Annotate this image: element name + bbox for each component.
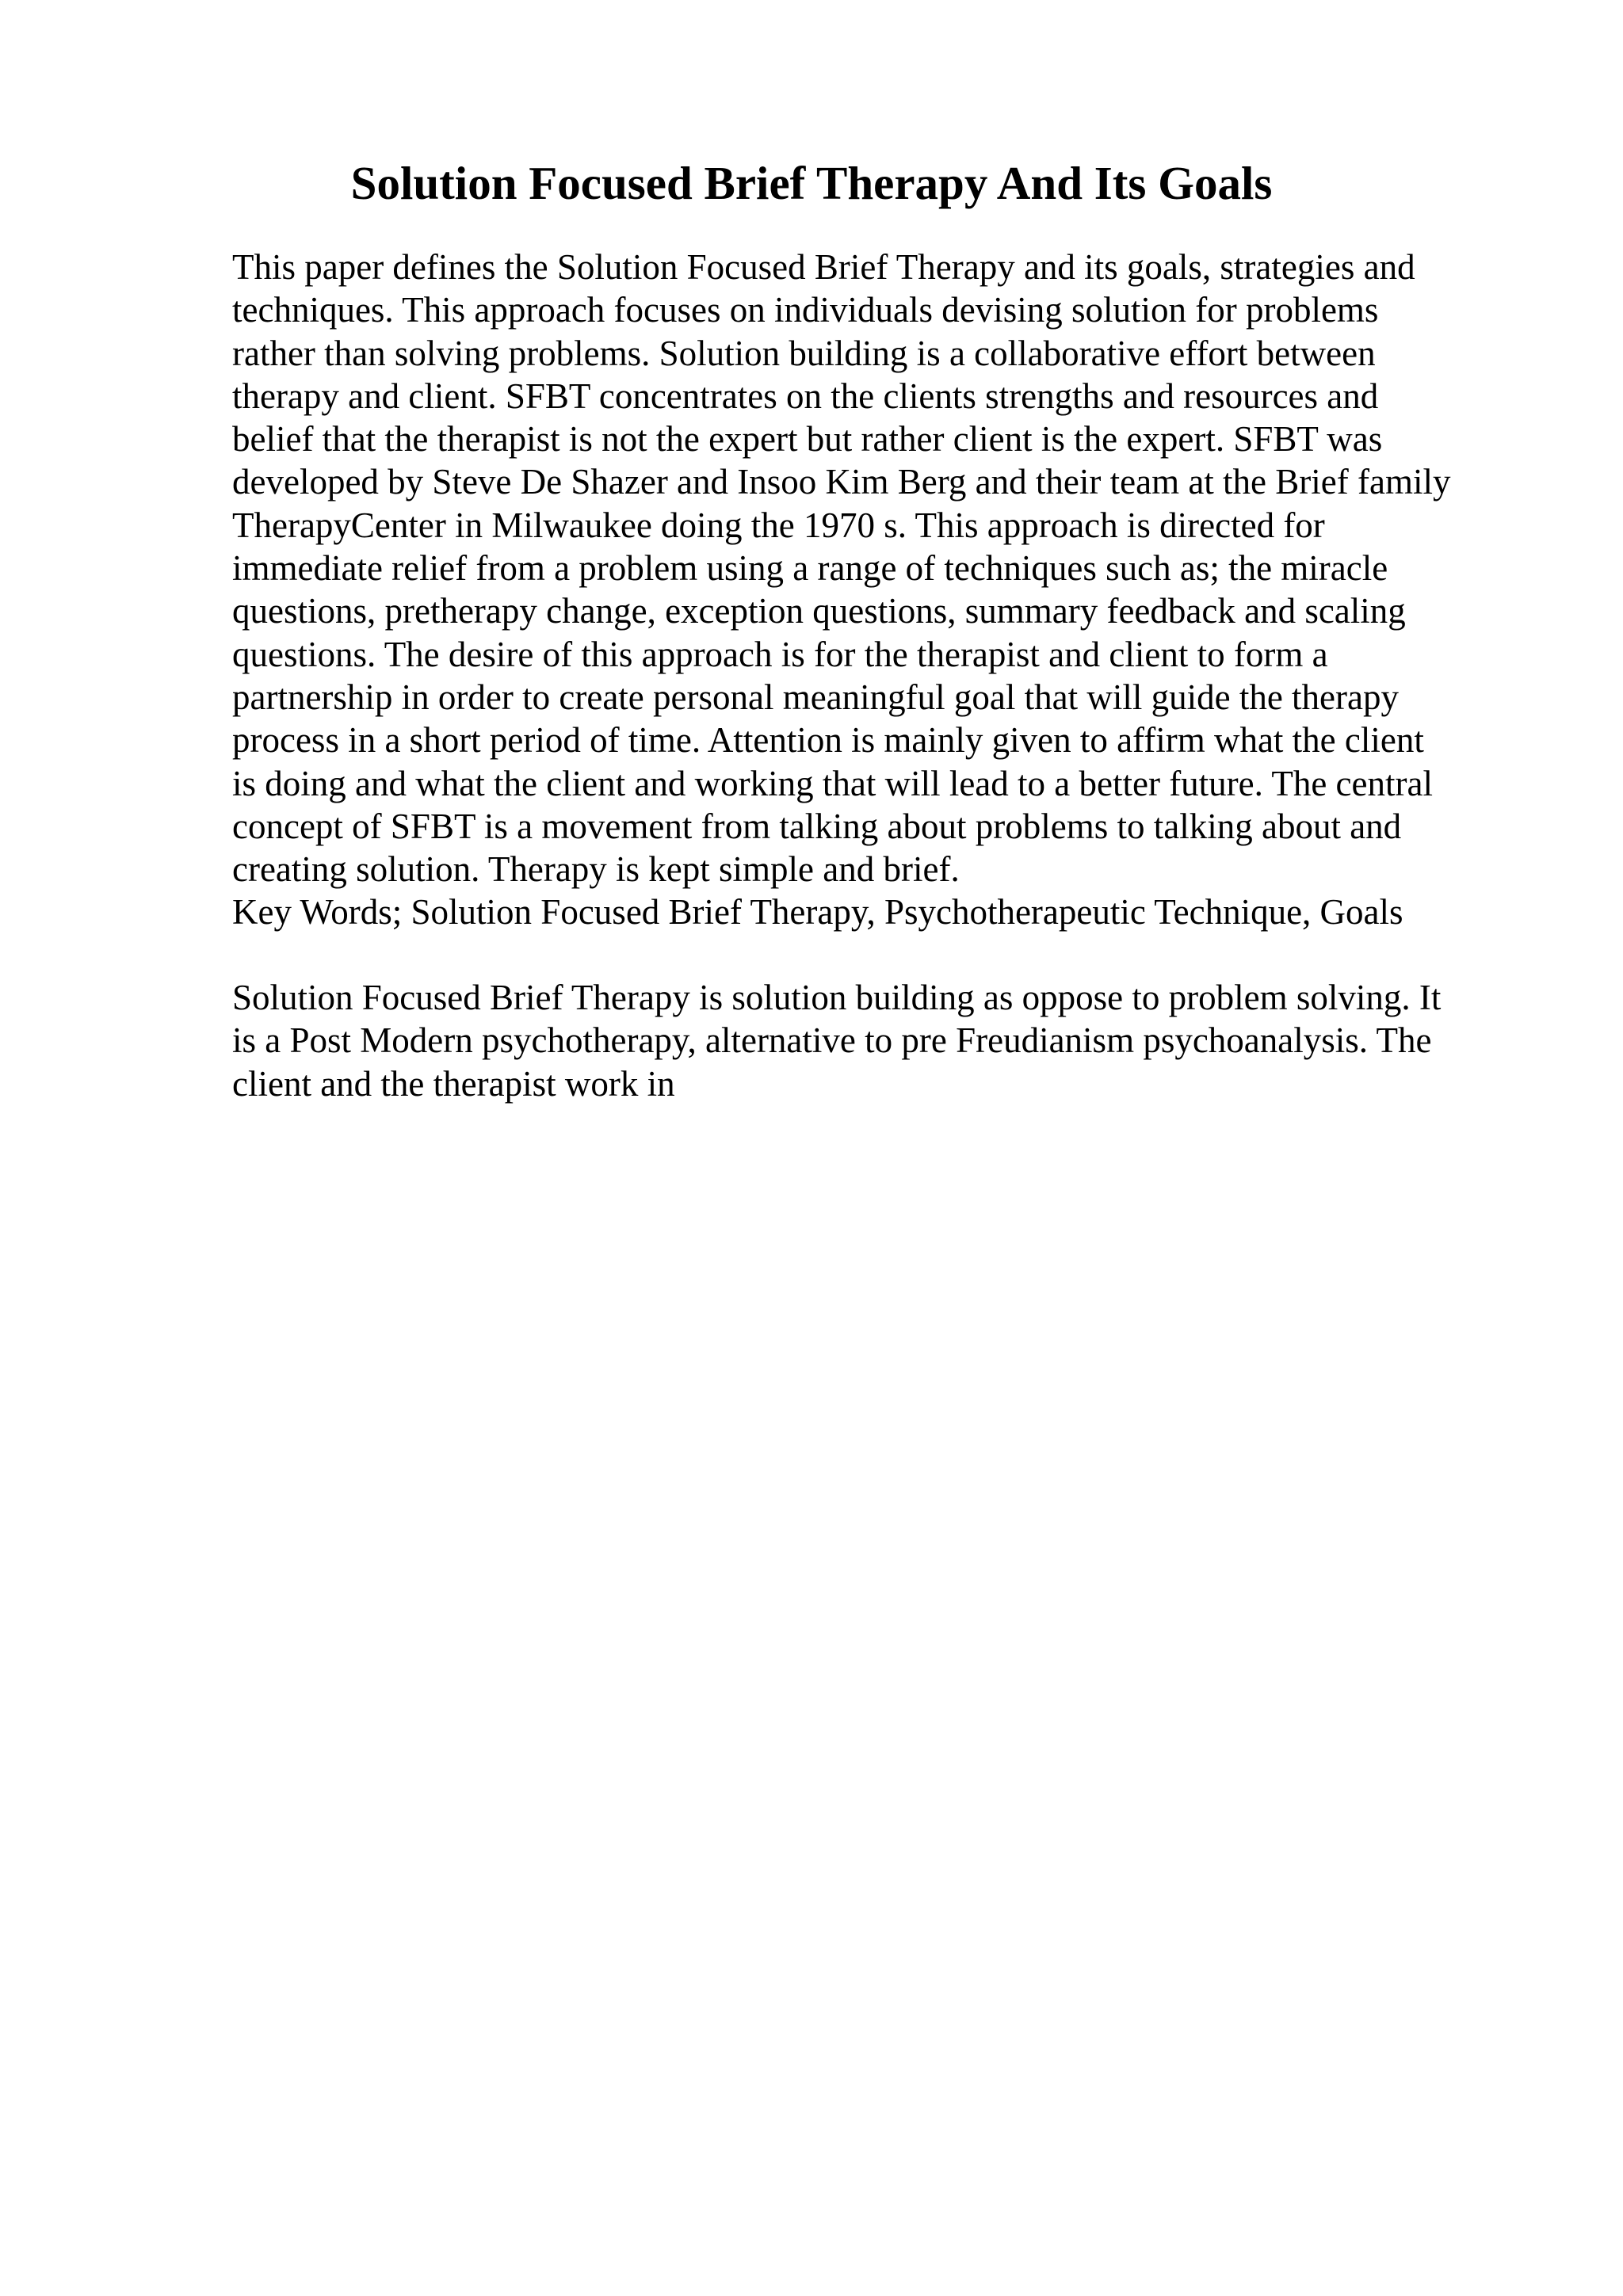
abstract-paragraph	[232, 246, 1540, 934]
intro-line: is a Post Modern psychotherapy, alternative to pre Freudianism psychoanalysis. The	[232, 1020, 1432, 1061]
abstract-line: creating solution. Therapy is kept simple and brief.	[232, 849, 960, 890]
abstract-line: concept of SFBT is a movement from talking about problems to talking about and	[232, 806, 1402, 846]
abstract-line: immediate relief from a problem using a range of techniques such as; the miracle	[232, 548, 1388, 589]
abstract-line: TherapyCenter in Milwaukee doing the 1970 s. This approach is directed for	[232, 505, 1325, 545]
abstract-line: is doing and what the client and working that will lead to a better future. The central	[232, 763, 1433, 803]
abstract-line: partnership in order to create personal meaningful goal that will guide the therapy	[232, 677, 1399, 717]
keywords-line: Key Words; Solution Focused Brief Therapy, Psychotherapeutic Technique, Goals	[232, 892, 1403, 933]
abstract-line: This paper defines the Solution Focused Brief Therapy and its goals, strategies and	[232, 247, 1415, 287]
abstract-line: questions, pretherapy change, exception questions, summary feedback and scaling	[232, 591, 1406, 631]
abstract-line: belief that the therapist is not the expert but rather client is the expert. SFBT was	[232, 419, 1383, 460]
abstract-line: techniques. This approach focuses on individuals devising solution for problems	[232, 290, 1379, 330]
intro-line: client and the therapist work in	[232, 1063, 675, 1104]
abstract-line: therapy and client. SFBT concentrates on the clients strengths and resources and	[232, 376, 1379, 416]
intro-paragraph	[232, 976, 1540, 1105]
abstract-line: rather than solving problems. Solution building is a collaborative effort between	[232, 333, 1376, 373]
intro-line: Solution Focused Brief Therapy is solution building as oppose to problem solving. It	[232, 978, 1442, 1017]
abstract-line: process in a short period of time. Attention is mainly given to affirm what the client	[232, 720, 1424, 761]
abstract-line: questions. The desire of this approach is for the therapist and client to form a	[232, 634, 1328, 674]
document-title: Solution Focused Brief Therapy And Its Goals	[350, 157, 1273, 209]
abstract-line: developed by Steve De Shazer and Insoo Kim Berg and their team at the Brief family	[232, 462, 1451, 502]
